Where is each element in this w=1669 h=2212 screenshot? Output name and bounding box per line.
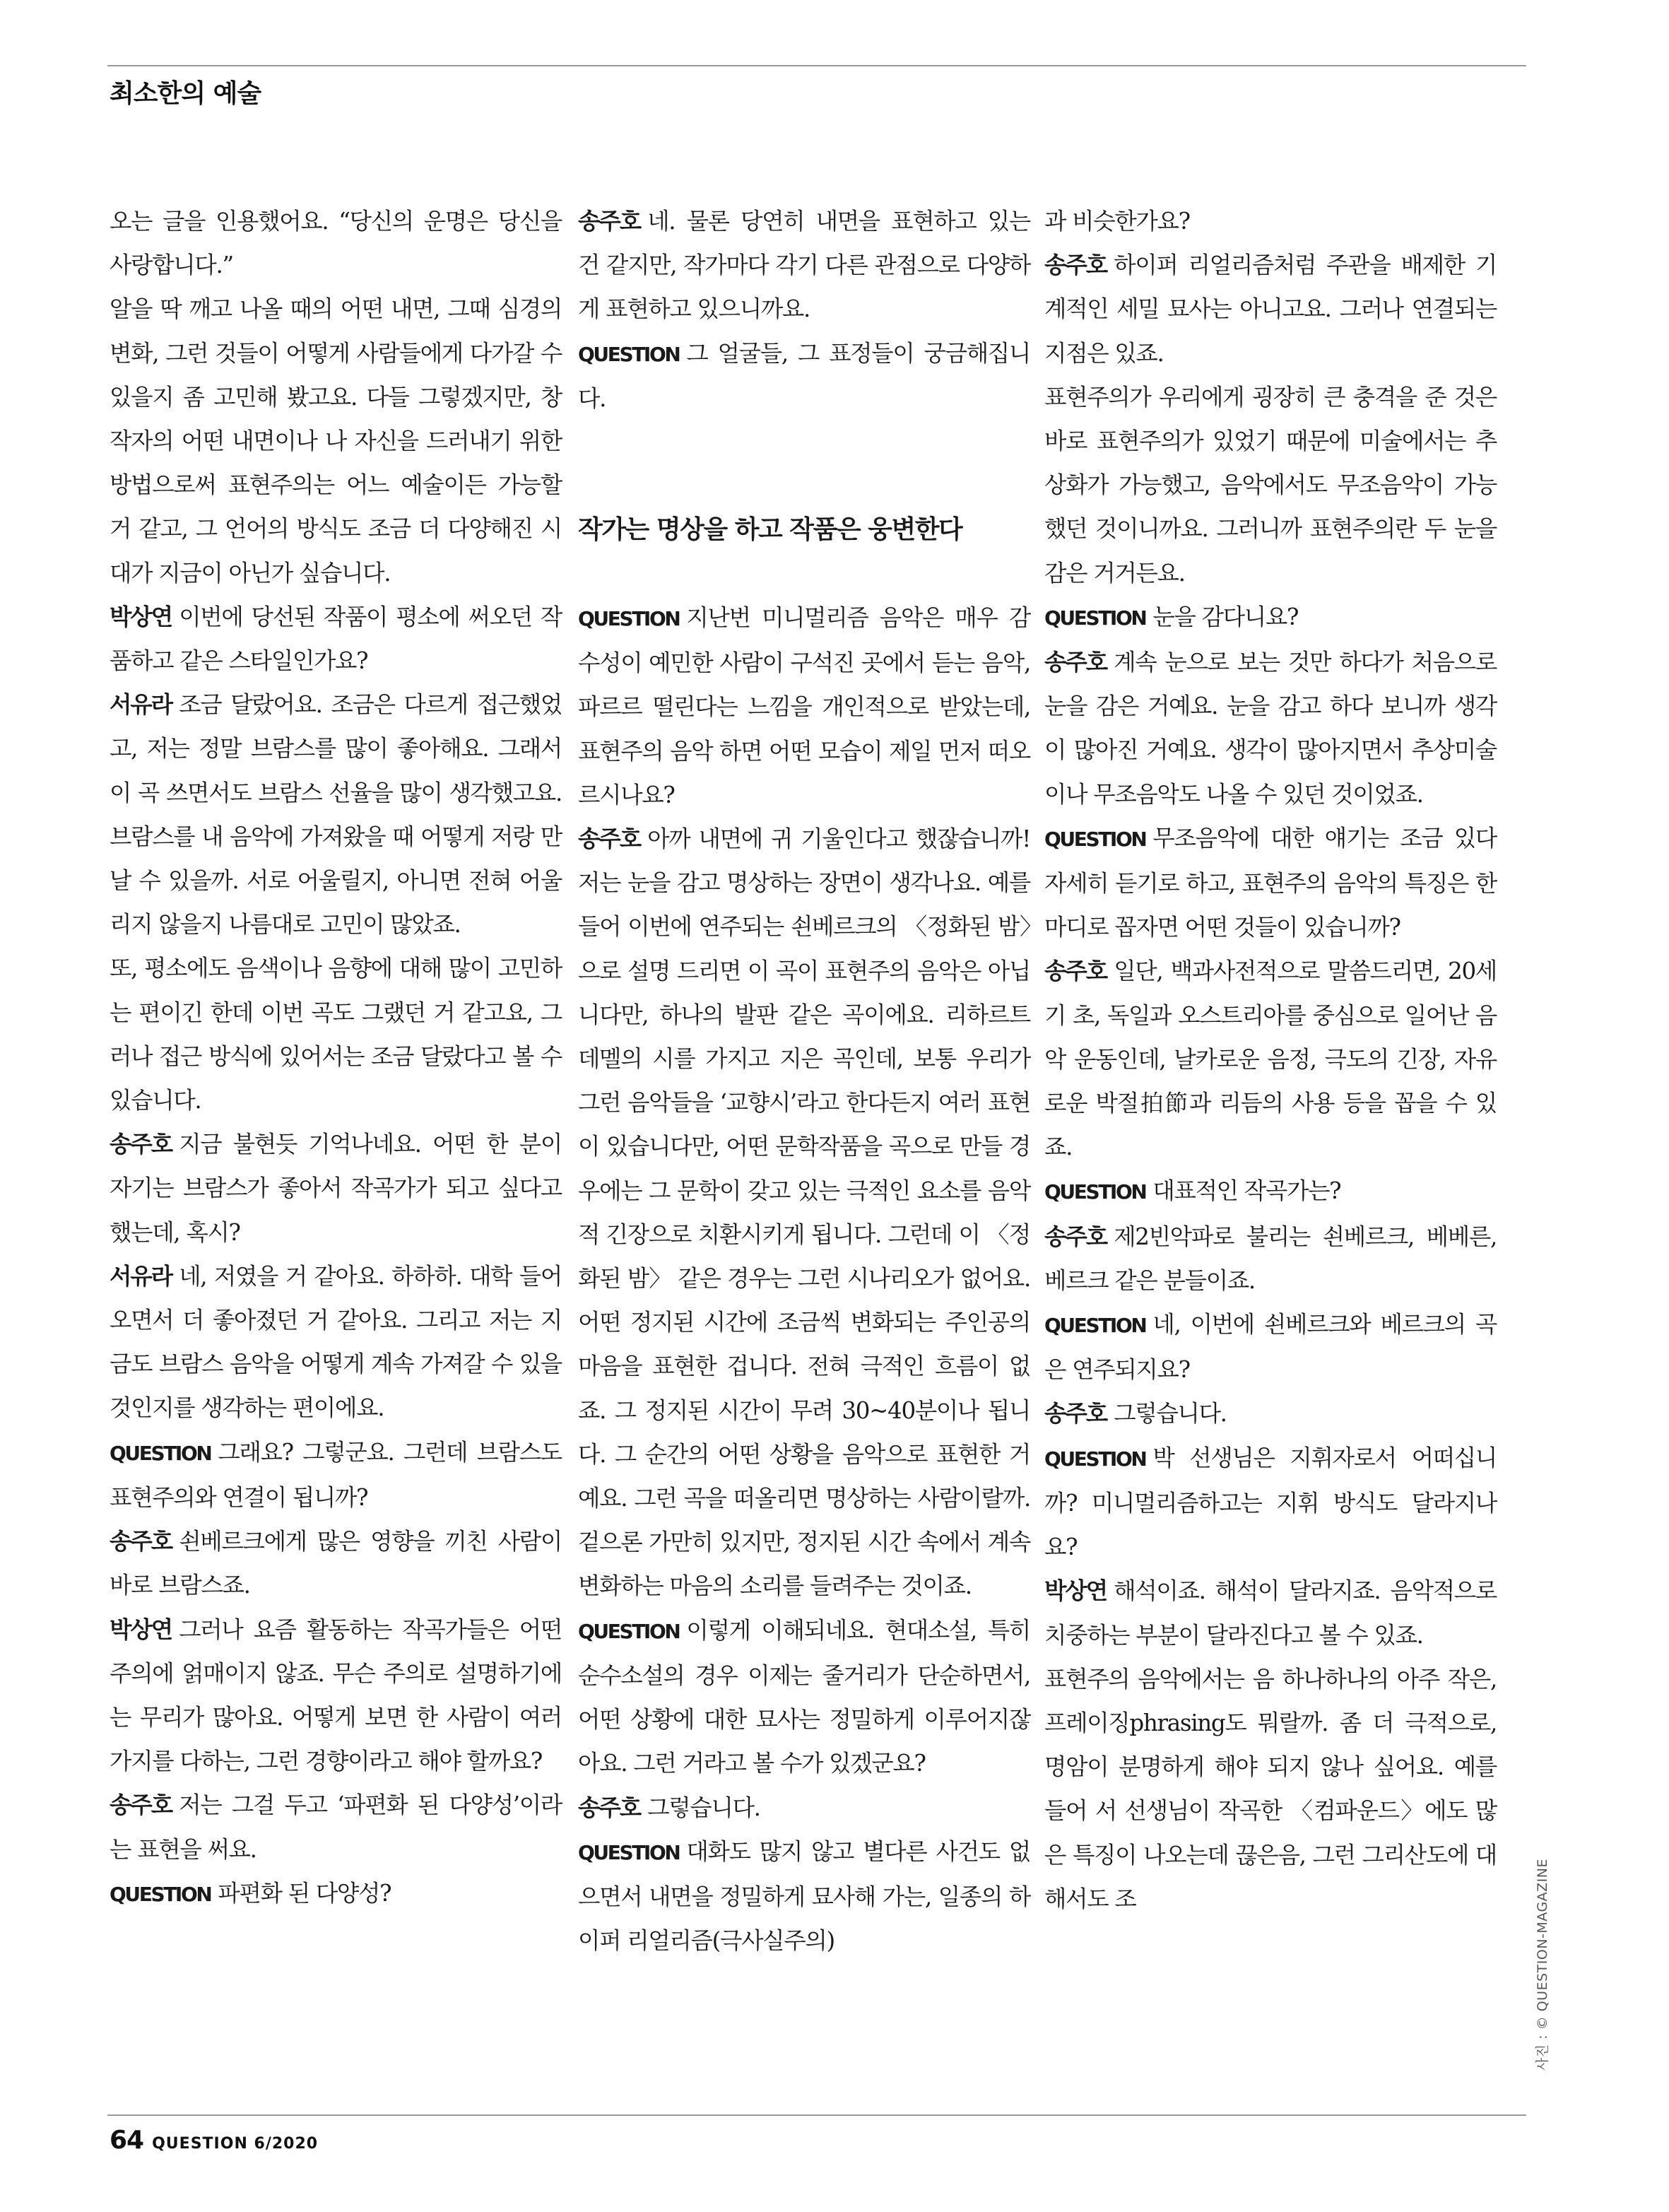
section-title: 최소한의 예술	[110, 79, 261, 108]
paragraph	[1044, 816, 1497, 950]
speaker-label: QUESTION	[1044, 1447, 1146, 1471]
text-column-1	[110, 199, 562, 1917]
speaker-label: 송주호	[1044, 649, 1107, 676]
speaker-label: 송주호	[578, 208, 641, 235]
paragraph-text: 파편화 된 다양성?	[218, 1879, 391, 1907]
paragraph	[110, 1122, 562, 1254]
speaker-label: 서유라	[110, 1262, 172, 1290]
paragraph	[110, 199, 562, 287]
paragraph-text: 대화도 많지 않고 별다른 사건도 없으면서 내면을 정밀하게 묘사해 가는, 일종의 하이퍼 리얼리즘(극사실주의)	[578, 1837, 1030, 1955]
paragraph-text: 제2빈악파로 불리는 쇤베르크, 베베른, 베르크 같은 분들이죠.	[1044, 1223, 1497, 1294]
speaker-label: 송주호	[1044, 1400, 1107, 1428]
paragraph-text: 눈을 감다니요?	[1152, 603, 1299, 630]
paragraph	[110, 1871, 562, 1917]
paragraph	[110, 287, 562, 594]
speaker-label: 서유라	[110, 691, 172, 719]
speaker-label: 박상연	[110, 603, 172, 630]
paragraph-text: 무조음악에 대한 얘기는 조금 있다 자세히 듣기로 하고, 표현주의 음악의 특징은 한 마디로 꼽자면 어떤 것들이 있습니까?	[1044, 824, 1497, 941]
paragraph	[110, 1254, 562, 1430]
paragraph	[578, 1830, 1030, 1963]
paragraph-text: 해석이죠. 해석이 달라지죠. 음악적으로 치중하는 부분이 달라진다고 볼 수 있죠.	[1044, 1577, 1497, 1649]
speaker-label: 송주호	[578, 1794, 641, 1821]
speaker-label: 송주호	[1044, 1223, 1107, 1250]
paragraph	[1044, 1215, 1497, 1302]
speaker-label: 송주호	[110, 1792, 172, 1819]
paragraph	[1044, 640, 1497, 816]
paragraph	[1044, 1436, 1497, 1570]
paragraph-text: 하이퍼 리얼리즘처럼 주관을 배제한 기계적인 세밀 묘사는 아니고요. 그러나 연결되는 지점은 있죠.	[1044, 252, 1497, 367]
speaker-label: 박상연	[1044, 1577, 1107, 1605]
speaker-label: 송주호	[578, 825, 641, 853]
paragraph	[578, 596, 1030, 817]
paragraph	[110, 1783, 562, 1871]
paragraph	[110, 595, 562, 683]
top-rule	[107, 65, 1526, 66]
paragraph-text: 지금 불현듯 기억나네요. 어떤 한 분이 자기는 브람스가 좋아서 작곡가가 되고 싶다고 했는데, 혹시?	[110, 1131, 562, 1246]
paragraph-text: 그 얼굴들, 그 표정들이 궁금해집니다.	[578, 339, 1030, 412]
paragraph	[110, 946, 562, 1122]
paragraph-text: 대표적인 작곡가는?	[1152, 1177, 1341, 1205]
section-subheading: 작가는 명상을 하고 작품은 웅변한다	[578, 515, 962, 545]
paragraph	[578, 1786, 1030, 1830]
speaker-label: QUESTION	[1044, 1314, 1146, 1338]
paragraph-text: 표현주의가 우리에게 굉장히 큰 충격을 준 것은 바로 표현주의가 있었기 때문에 미술에서는 추상화가 가능했고, 음악에서도 무조음악이 가능했던 것이니까요. 그러니까 표현주의란 두 눈을 감은 거거든요.	[1044, 383, 1497, 587]
paragraph-text: 그렇습니다.	[1114, 1400, 1227, 1428]
page-number: 64	[110, 2126, 144, 2155]
paragraph	[1044, 243, 1497, 375]
paragraph-text: 그래요? 그렇군요. 그런데 브람스도 표현주의와 연결이 됩니까?	[110, 1438, 562, 1511]
speaker-label: QUESTION	[1044, 606, 1146, 630]
speaker-label: QUESTION	[110, 1441, 211, 1465]
speaker-label: 송주호	[110, 1528, 172, 1555]
paragraph-text: 표현주의 음악에서는 음 하나하나의 아주 작은, 프레이징phrasing도 뭐랄까. 좀 더 극적으로, 명암이 분명하게 해야 되지 않나 싶어요. 예를 들어 서 선생님이 작곡한 〈컴파운드〉에도 많은 특징이 나오는데 끊은음, 그런 그리산도에 대해서도 조	[1044, 1665, 1497, 1912]
paragraph-text: 조금 달랐어요. 조금은 다르게 접근했었고, 저는 정말 브람스를 많이 좋아해요. 그래서 이 곡 쓰면서도 브람스 선율을 많이 생각했고요. 브람스를 내 음악에 가져왔을 때 어떻게 저랑 만날 수 있을까. 서로 어울릴지, 아니면 전혀 어울리지 않을지 나름대로 고민이 많았죠.	[110, 691, 562, 939]
paragraph-text: 이번에 당선된 작품이 평소에 써오던 작품하고 같은 스타일인가요?	[110, 603, 562, 675]
paragraph-text: 이렇게 이해되네요. 현대소설, 특히 순수소설의 경우 이제는 줄거리가 단순하면서, 어떤 상황에 대한 묘사는 정밀하게 이루어지잖아요. 그런 거라고 볼 수가 있겠군요?	[578, 1616, 1030, 1777]
page-footer	[110, 2126, 318, 2155]
paragraph	[578, 331, 1030, 420]
paragraph	[578, 817, 1030, 1608]
paragraph-text: 네. 물론 당연히 내면을 표현하고 있는 건 같지만, 작가마다 각기 다른 관점으로 다양하게 표현하고 있으니까요.	[578, 208, 1030, 323]
paragraph	[578, 1608, 1030, 1786]
text-column-3	[1044, 199, 1497, 1921]
paragraph-text: 지난번 미니멀리즘 음악은 매우 감수성이 예민한 사람이 구석진 곳에서 듣는 음악, 파르르 떨린다는 느낌을 개인적으로 받았는데, 표현주의 음악 하면 어떤 모습이 제일 먼저 떠오르시나요?	[578, 604, 1030, 808]
paragraph	[110, 683, 562, 946]
paragraph	[1044, 1657, 1497, 1921]
magazine-issue: QUESTION 6/2020	[152, 2135, 319, 2153]
paragraph-text: 일단, 백과사전적으로 말씀드리면, 20세기 초, 독일과 오스트리아를 중심으로 일어난 음악 운동인데, 날카로운 음정, 극도의 긴장, 자유로운 박절拍節과 리듬의 사용 등을 꼽을 수 있죠.	[1044, 958, 1497, 1161]
paragraph-text: 아까 내면에 귀 기울인다고 했잖습니까! 저는 눈을 감고 명상하는 장면이 생각나요. 예를 들어 이번에 연주되는 쇤베르크의 〈정화된 밤〉으로 설명 드리면 이 곡이 표현주의 음악은 아닙니다만, 하나의 발판 같은 곡이에요. 리하르트 데멜의 시를 가지고 지은 곡인데, 보통 우리가 그런 음악들을 ‘교향시’라고 한다든지 여러 표현이 있습니다만, 어떤 문학작품을 곡으로 만들 경우에는 그 문학이 갖고 있는 극적인 요소를 음악적 긴장으로 치환시키게 됩니다. 그런데 이 〈정화된 밤〉 같은 경우는 그런 시나리오가 없어요. 어떤 정지된 시간에 조금씩 변화되는 주인공의 마음을 표현한 겁니다. 전혀 극적인 흐름이 없죠. 그 정지된 시간이 무려 30~40분이나 됩니다. 그 순간의 어떤 상황을 음악으로 표현한 거예요. 그런 곡을 떠올리면 명상하는 사람이랄까. 겉으론 가만히 있지만, 정지된 시간 속에서 계속 변화하는 마음의 소리를 들려주는 것이죠.	[578, 825, 1030, 1600]
paragraph	[1044, 375, 1497, 595]
paragraph	[1044, 199, 1497, 243]
paragraph-text: 과 비슷한가요?	[1044, 208, 1190, 235]
paragraph	[110, 1519, 562, 1607]
text-column-2	[578, 199, 1030, 1963]
paragraph	[110, 1430, 562, 1519]
speaker-label: QUESTION	[110, 1882, 211, 1906]
paragraph-text: 저는 그걸 두고 ‘파편화 된 다양성’이라는 표현을 써요.	[110, 1792, 562, 1863]
paragraph	[1044, 1169, 1497, 1214]
paragraph	[1044, 1569, 1497, 1657]
paragraph-text: 박 선생님은 지휘자로서 어떠십니까? 미니멀리즘하고는 지휘 방식도 달라지나요?	[1044, 1444, 1497, 1561]
speaker-label: QUESTION	[578, 1619, 680, 1643]
paragraph	[1044, 1392, 1497, 1435]
paragraph-text: 그렇습니다.	[647, 1794, 760, 1821]
speaker-label: 송주호	[1044, 252, 1107, 279]
speaker-label: QUESTION	[578, 342, 680, 366]
speaker-label: 송주호	[1044, 958, 1107, 985]
bottom-rule	[107, 2114, 1526, 2116]
paragraph-text: 계속 눈으로 보는 것만 하다가 처음으로 눈을 감은 거예요. 눈을 감고 하다 보니까 생각이 많아진 거예요. 생각이 많아지면서 추상미술이나 무조음악도 나올 수 있던 것이었죠.	[1044, 649, 1497, 808]
paragraph-text: 오는 글을 인용했어요. “당신의 운명은 당신을 사랑합니다.”	[110, 208, 562, 279]
speaker-label: QUESTION	[578, 1840, 680, 1864]
speaker-label: QUESTION	[1044, 827, 1146, 851]
paragraph	[1044, 1302, 1497, 1392]
paragraph-text: 또, 평소에도 음색이나 음향에 대해 많이 고민하는 편이긴 한데 이번 곡도 그랬던 거 같고요, 그러나 접근 방식에 있어서는 조금 달랐다고 볼 수 있습니다.	[110, 955, 562, 1114]
paragraph-text: 네, 이번에 쇤베르크와 베르크의 곡은 연주되지요?	[1044, 1311, 1497, 1384]
paragraph	[578, 199, 1030, 331]
speaker-label: QUESTION	[578, 607, 680, 631]
paragraph	[1044, 949, 1497, 1169]
paragraph-text: 쇤베르크에게 많은 영향을 끼친 사람이 바로 브람스죠.	[110, 1528, 562, 1599]
paragraph-text: 네, 저였을 거 같아요. 하하하. 대학 들어오면서 더 좋아졌던 거 같아요. 그리고 저는 지금도 브람스 음악을 어떻게 계속 가져갈 수 있을 것인지를 생각하는 편이에요.	[110, 1262, 562, 1422]
speaker-label: 박상연	[110, 1616, 172, 1643]
paragraph	[1044, 595, 1497, 640]
speaker-label: 송주호	[110, 1131, 172, 1158]
paragraph-text: 알을 딱 깨고 나올 때의 어떤 내면, 그때 심경의 변화, 그런 것들이 어떻게 사람들에게 다가갈 수 있을지 좀 고민해 봤고요. 다들 그렇겠지만, 창작자의 어떤 내면이나 나 자신을 드러내기 위한 방법으로써 표현주의는 어느 예술이든 가능할 거 같고, 그 언어의 방식도 조금 더 다양해진 시대가 지금이 아닌가 싶습니다.	[110, 295, 562, 587]
paragraph-text: 그러나 요즘 활동하는 작곡가들은 어떤 주의에 얽매이지 않죠. 무슨 주의로 설명하기에는 무리가 많아요. 어떻게 보면 한 사람이 여러 가지를 다하는, 그런 경향이라고 해야 할까요?	[110, 1616, 562, 1775]
photo-credit: 사진 : © QUESTION-MAGAZINE	[1535, 1858, 1550, 2071]
paragraph	[110, 1608, 562, 1784]
speaker-label: QUESTION	[1044, 1180, 1146, 1204]
